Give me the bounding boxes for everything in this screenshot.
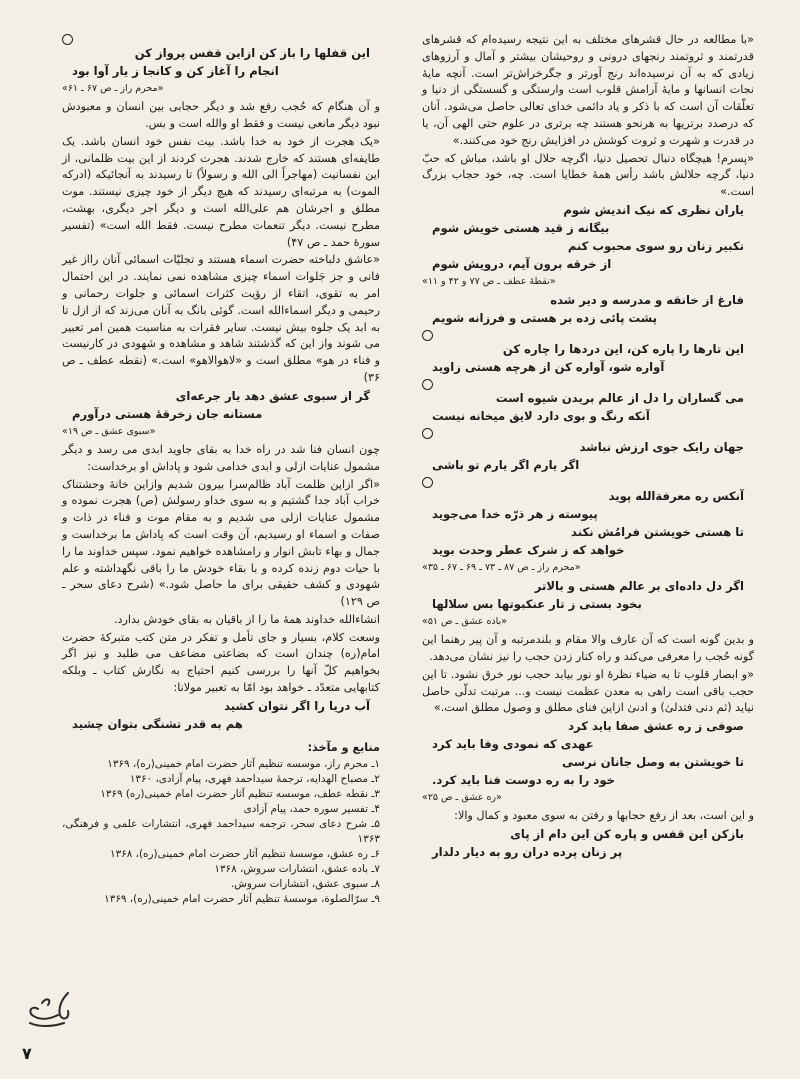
verse: تا هستی خویشتن فرامُش نکند خواهد که ز شرک عطر وحدت بوید: [432, 524, 744, 557]
verse: یاران نظری که نیک اندیش شوم بیگانه ز قید هستی خویش شوم: [432, 202, 744, 235]
source-item: ۶ـ ره عشق، موسسهٔ تنظیم آثار حضرت امام خمینی(ره)، ۱۳۶۸: [110, 848, 380, 861]
verse: گر از سبوی عشق دهد یار جرعه‌ای مستانه جان زخرقهٔ هستی درآورم: [72, 388, 370, 421]
source-item: ۱ـ محرم راز، موسسه تنظیم آثار حضرت امام خمینی(ره)، ۱۳۶۹: [107, 757, 380, 770]
paragraph: چون انسان فنا شد در راه خدا به بقای جاوید ابدی می رسد و دیگر مشمول عنایات ازلی و ابدی خدامی شود و پاداش او برخداست:: [62, 442, 380, 473]
source-item: ۴ـ تفسیر سوره حمد، پیام آزادی: [243, 802, 380, 815]
paragraph: «اگر ازاین ظلمت آباد ظالم‌سرا بیرون شدیم وازاین خانهٔ وحشتناک خراب آباد جدا گشتیم و به سوی خداو رسولش (ص) هجرت نموده و مشمول عنایات ازلی می شدیم و به مقام موت و فناء در ذات و صفات و اسماء او رسیدیم، آن وقت است که پاداش ما برخداست و جمال و بهاء تابش انوار و رامشاهده خواهیم نمود. سپس خداوند ما را با حیات دوم زنده کرده و با بقاء خودش ما را باقی نگهداشته و علم شهودی و کشف حقیقی برای ما حاصل شود.» (شرح دعای سحر ـ ص ۱۲۹): [62, 477, 380, 609]
page-number: ۷: [22, 1044, 32, 1063]
verse: جهان رایک جوی ارزش نباشد اگر یارم اگر یارم تو باشی: [432, 439, 744, 472]
citation: «محرم راز ـ ص ۸۷ ـ ۷۳ ـ ۶۹ ـ ۶۷ ـ ۳۵»: [422, 561, 581, 573]
citation: «ره عشق ـ ص ۲۵»: [422, 792, 502, 804]
verse: این قفلها را باز کن ازاین قفس پرواز کن انجام را آغاز کن و کانجا ز یار آوا بود: [72, 46, 370, 78]
verse: تا خویشتن به وصل جانان نرسی خود را به ره دوست فنا باید کرد.: [432, 755, 744, 788]
citation: «باده عشق ـ ص ۵۱»: [422, 615, 508, 627]
source-item: ۹ـ سرّالصلوة، موسسهٔ تنظیم آثار حضرت امام خمینی(ره)، ۱۳۶۹: [104, 893, 380, 906]
source-item: ۲ـ مصباح الهدایه، ترجمهٔ سیداحمد فهری، پیام آزادی، ۱۳۶۰: [129, 772, 380, 785]
circle-divider-icon: [422, 475, 754, 488]
verse: آنکس ره معرفةالله پوید پیوسته ز هر ذرّه خدا می‌جوید: [432, 488, 744, 521]
circle-divider-icon: [422, 377, 754, 390]
verse: این تارها را پاره کن، این دردها را چاره کن آواره شو، آواره کن از هرچه هستی زاوید: [432, 342, 744, 374]
signature-logo: [18, 985, 78, 1030]
verse: بازکن این قفس و پاره کن این دام از پای پر زنان پرده دران رو به دیار دلدار: [432, 827, 744, 860]
verse: اگر دل داده‌ای بر عالم هستی و بالاتر بخود بستی ز تار عنکبوتها بس سلالها: [432, 578, 744, 611]
paragraph: و آن هنگام که حُجب رفع شد و دیگر حجابی بین انسان و معبودش نبود دیگر مانعی نیست و فقط او والله است و بس.: [62, 100, 380, 130]
source-item: ۵ـ شرح دعای سحر، ترجمه سیداحمد فهری، انتشارات علمی و فرهنگی، ۱۳۶۳: [62, 817, 380, 845]
source-item: ۸ـ سبوی عشق، انتشارات سروش.: [230, 878, 380, 891]
paragraph: «عاشق دلباخته حضرت اسماء هستند و تجلیّات اسمائی آنان رااز غیر فانی و جز جَلوات اسماء چیزی مشاهده نمی نمایند. در این احتمال امر به تقوی، اتقاء از رؤیت کثرات اسمائی و جلوات رحمانی و رحیمی و دیگر اسماءالله است. گوئی بانگ به آنان می‌زند که از ازل تا به ابد یک جلوه بیش نیست. سایر فقرات به مناسبت همین امر تعبیر می شوند واز این که گذشتند شاهد و مشاهده و شهودی در کارنیست و فناء در هو» مطلق است و «لاهوالاهو» است.» (نقطه عطف ـ ص ۳۶): [62, 253, 380, 384]
paragraph: وسعت کلام، بسیار و جای تأمل و تفکر در متن کتب متبرکهٔ حضرت امام(ره) چندان است که بضاعتی مضاعف می طلبد و نیز اگر بخواهیم کلّ آنها را بررسی کنیم احتیاج به نگارش کتاب ـ وبلکه کتابهایی متعدّد ـ خواهد بود امّا به تعبیر مولانا:: [62, 630, 380, 695]
verse: صوفی ز ره عشق صفا باید کرد عهدی که نمودی وفا باید کرد: [432, 719, 744, 752]
citation: «محرم راز ـ ص ۶۷ ـ ۶۱»: [62, 82, 164, 94]
circle-divider-icon: [422, 426, 754, 439]
circle-divider-icon: [422, 328, 754, 341]
source-item: ۷ـ باده عشق، انتشارات سروش، ۱۳۶۸: [214, 863, 380, 876]
paragraph: و بدین گونه است که آن عارف والا مقام و بلندمرتبه و آن پیر رهنما این گونه حُجب را معرفی می‌کند و راه کنار زدن حجب را نیز نشان می‌دهد.: [422, 633, 754, 663]
verse: آب دریا را اگر نتوان کشید هم به قدر تشنگی بتوان چشید: [72, 698, 370, 731]
paragraph: «یک هجرت از خود به خدا باشد. بیت نفس خود انسان باشد. یک طایفه‌ای هستند که خارج شدند. هجرت کردند از این بیت ظلمانی، از این نفسانیت (مهاجراً الی الله و رسولاً) تا رسیدند به آنجائیکه (ادرکه الموت) به مرتبه‌ای رسیدند که هیچ دیگر از خود چیزی نیستند. موت مطلق و اجرشان هم علی‌الله است و دیگر اجر دیگری، بهشت، مطرح نیست. دیگر تنعمات مطرح نیست. فقط الله است» (تفسیر سورهٔ حمد ـ ص ۴۷): [62, 134, 380, 249]
circle-divider-icon: [62, 32, 380, 45]
paragraph: «و ابصار قلوب تا به ضیاء نظرهٔ او نور بیابد حجب نور خرق نشود. تا این حجب باقی است راهی به معدن عظمت نیست و... مرتبت تدلّی حاصل نیاید (ثم دنی فتدلیٰ) و ادنیٰ ازاین فنای مطلق و وصول مطلق است.»: [422, 667, 754, 715]
source-item: ۳ـ نقطه عطف، موسسه تنظیم آثار حضرت امام خمینی(ره) ۱۳۶۹: [100, 787, 380, 800]
verse: تکبیر زنان رو سوی محبوب کنم از خرقه برون آیم، درویش شوم: [432, 238, 744, 271]
left-column: [62, 32, 380, 907]
paragraph: «پسرم! هیچگاه دنبال تحصیل دنیا، اگرچه حلال او باشد، مباش که حبّ دنیا، گرچه حلالش باشد رأس همهٔ خطایا است. چه، خود حجاب بزرگ است.»: [422, 151, 754, 199]
right-column: [422, 32, 754, 862]
verse: فارغ از خانقه و مدرسه و دیر شده پشت پائی زده بر هستی و فرزانه شویم: [432, 293, 744, 326]
verse: می گساران را دل از عالم بریدن شیوه است آنکه رنگ و بوی دارد لایق میخانه نیست: [432, 390, 744, 423]
paragraph: «با مطالعه در حال قشرهای مختلف به این نتیجه رسیده‌ام که قشرهای قدرتمند و ثروتمند رنجهای درونی و روحیشان بیشتر و آمال و آرزوهای زیادی که به آن نرسیده‌اند رنج آورتر و جگرخراش‌تر است. آنچه مایهٔ نجات انسانها و مایهٔ آرامش قلوب است وارستگی و گسستگی از دنیا و تعلّقات آن است که با ذکر و یاد دائمی خدای تعالی حاصل می‌شود. آنان که درصدد برتریها به هرنحو هستند چه برتری در علوم حتی الهی آن، یا در قدرت و شهرت و ثروت کوشش در افزایش رنج خود می‌کنند.»: [422, 33, 754, 147]
paragraph: و این است، بعد از رفع حجابها و رفتن به سوی معبود و کمال والا:: [454, 809, 754, 823]
citation: «سبوی عشق ـ ص ۱۹»: [62, 425, 156, 437]
paragraph: انشاءالله خداوند همهٔ ما را از باقیان به بقای خودش بدارد.: [113, 612, 380, 626]
sources-heading: منابع و مآخذ:: [307, 740, 380, 754]
citation: «نقطهٔ عطف ـ ص ۷۷ و ۴۲ و ۱۱»: [422, 275, 556, 287]
